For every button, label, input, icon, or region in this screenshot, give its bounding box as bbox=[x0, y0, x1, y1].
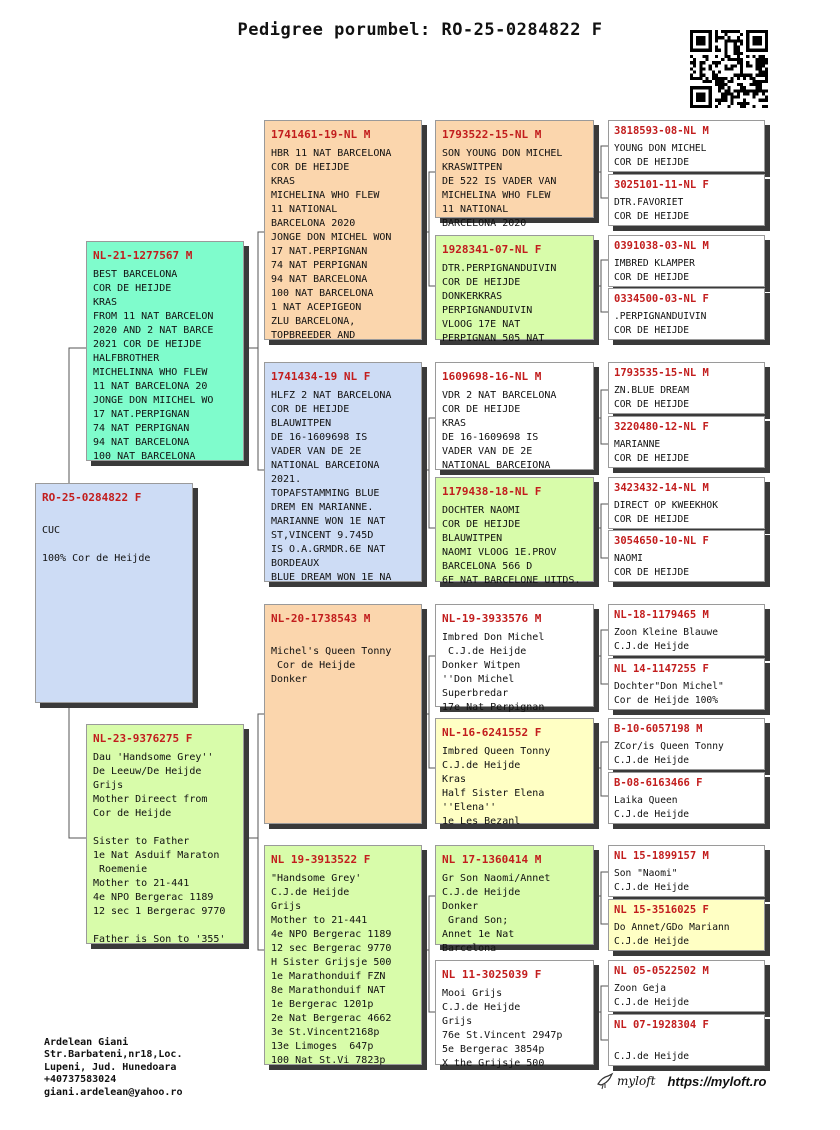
card-notes bbox=[614, 384, 759, 411]
ring-number: 0334500-03-NL F bbox=[614, 293, 709, 305]
ancestor-card[interactable] bbox=[608, 604, 765, 656]
card-line: BARCELONA 2020 bbox=[442, 218, 527, 229]
card-notes bbox=[271, 631, 415, 687]
card-line bbox=[42, 538, 186, 552]
card-line: 100 Nat St.Vi 7823p bbox=[271, 1055, 386, 1066]
card-line: Donker Witpen bbox=[442, 660, 521, 671]
ring-number: 1928341-07-NL F bbox=[442, 243, 542, 256]
ring-number: 1793522-15-NL M bbox=[442, 128, 542, 141]
card-line: BEST BARCELONA bbox=[93, 269, 178, 280]
card-line: TOPBREEDER AND bbox=[271, 330, 356, 341]
card-notes bbox=[614, 626, 759, 653]
card-line: DONKERKRAS bbox=[442, 291, 503, 302]
card-notes bbox=[271, 389, 415, 585]
card-line: Mother Direect from bbox=[93, 794, 208, 805]
card-line: DE 16-1609698 IS bbox=[442, 432, 539, 443]
card-line: DIRECT OP KWEEKHOK bbox=[614, 500, 718, 511]
ring-number: 3054650-10-NL F bbox=[614, 535, 709, 547]
card-line: 5e Bergerac 3854p bbox=[442, 1044, 545, 1055]
card-line: COR DE HEIJDE bbox=[442, 404, 521, 415]
card-line: C.J.de Heijde bbox=[614, 1050, 690, 1062]
card-line: 11 NATIONAL bbox=[271, 204, 338, 215]
card-line: Cor de Heijde bbox=[93, 808, 172, 819]
card-line: JONGE DON MICHEL WON bbox=[271, 232, 392, 243]
great-grandparent-card[interactable] bbox=[435, 362, 594, 470]
card-line: H Sister Grijsje 500 bbox=[271, 957, 392, 968]
card-line: 13e Limoges 647p bbox=[271, 1041, 374, 1052]
card-line: 17 NAT.PERPIGNAN bbox=[93, 409, 190, 420]
card-line: COR DE HEIJDE bbox=[271, 404, 350, 415]
grandparent-card[interactable] bbox=[264, 120, 422, 340]
card-line: SON YOUNG DON MICHEL bbox=[442, 148, 563, 159]
card-notes bbox=[614, 794, 759, 821]
card-line bbox=[42, 510, 186, 524]
card-line: De Leeuw/De Heijde bbox=[93, 766, 202, 777]
card-line: C.J.de Heijde bbox=[614, 935, 690, 947]
owner-phone: +40737583024 bbox=[44, 1074, 117, 1086]
card-line: TOPAFSTAMMING BLUE bbox=[271, 488, 380, 499]
ancestor-card[interactable] bbox=[608, 960, 765, 1012]
card-line: MARIANNE bbox=[614, 439, 661, 450]
ring-number: NL 11-3025039 F bbox=[442, 968, 542, 981]
card-line: COR DE HEIJDE bbox=[614, 271, 690, 283]
card-line: 4e NPO Bergerac 1189 bbox=[93, 892, 214, 903]
ring-number: NL-21-1277567 M bbox=[93, 249, 193, 262]
card-line: .PERPIGNANDUIVIN bbox=[614, 311, 707, 322]
great-grandparent-card[interactable] bbox=[435, 604, 594, 713]
owner-address: Lupeni, Jud. Hunedoara bbox=[44, 1061, 177, 1073]
ring-number: 1793535-15-NL M bbox=[614, 367, 709, 379]
ring-number: NL 19-3913522 F bbox=[271, 853, 371, 866]
ring-number: NL 07-1928304 F bbox=[614, 1019, 709, 1031]
card-line: BARCELONA 2020 bbox=[271, 218, 356, 229]
card-line: 11 NATIONAL bbox=[442, 204, 509, 215]
card-line: Do Annet/GDo Mariann bbox=[614, 922, 730, 933]
card-line: ''Elena'' bbox=[442, 802, 497, 813]
card-line: COR DE HEIJDE bbox=[614, 513, 690, 525]
great-grandparent-card[interactable] bbox=[435, 120, 594, 229]
ancestor-card[interactable] bbox=[608, 362, 765, 414]
card-line: NAOMI bbox=[614, 553, 643, 564]
card-line: 3e St.Vincent2168p bbox=[271, 1027, 380, 1038]
ring-number: NL 15-1899157 M bbox=[614, 850, 709, 862]
card-line: NAOMI VLOOG 1E.PROV bbox=[442, 547, 557, 558]
dam-card[interactable] bbox=[86, 724, 244, 944]
card-line: Son "Naomi" bbox=[614, 868, 678, 879]
ring-number: NL 15-3516025 F bbox=[614, 904, 709, 916]
card-line: C.J.de Heijde bbox=[442, 887, 521, 898]
ring-number: NL 14-1147255 F bbox=[614, 663, 709, 675]
card-line: C.J.de Heijde bbox=[442, 646, 527, 657]
card-notes bbox=[614, 196, 759, 223]
card-notes bbox=[614, 982, 759, 1009]
card-line: Grijs bbox=[271, 901, 302, 912]
card-line: 94 NAT BARCELONA bbox=[93, 437, 190, 448]
ring-number: 0391038-03-NL M bbox=[614, 240, 709, 252]
ancestor-card[interactable] bbox=[608, 288, 765, 340]
website-link[interactable]: https://myloft.ro bbox=[667, 1073, 767, 1089]
card-line: Mooi Grijs bbox=[442, 988, 503, 999]
card-line: 12 sec Bergerac 9770 bbox=[271, 943, 392, 954]
card-notes bbox=[442, 262, 587, 346]
ring-number: 1741461-19-NL M bbox=[271, 128, 371, 141]
card-line: PERPIGNAN 505 NAT bbox=[442, 333, 545, 344]
card-line: Father is Son to '355' bbox=[93, 934, 226, 945]
card-line: Zoon Kleine Blauwe bbox=[614, 627, 718, 638]
card-line: Imbred Queen Tonny bbox=[442, 746, 551, 757]
card-line: COR DE HEIJDE bbox=[93, 283, 172, 294]
page-title: Pedigree porumbel: RO-25-0284822 F bbox=[237, 20, 603, 40]
ring-number: NL-23-9376275 F bbox=[93, 732, 193, 745]
ring-number: 1741434-19 NL F bbox=[271, 370, 371, 383]
ancestor-card[interactable] bbox=[608, 174, 765, 226]
card-line: ''Don Michel bbox=[442, 674, 515, 685]
card-line: COR DE HEIJDE bbox=[614, 452, 690, 464]
ring-number: 1609698-16-NL M bbox=[442, 370, 542, 383]
card-notes bbox=[442, 987, 587, 1071]
card-line: VDR 2 NAT BARCELONA bbox=[442, 390, 557, 401]
brand-name: myloft bbox=[617, 1074, 656, 1088]
pigeon-icon bbox=[596, 1072, 614, 1090]
ancestor-card[interactable] bbox=[608, 530, 765, 582]
card-notes bbox=[614, 499, 759, 526]
card-line: Dochter"Don Michel" bbox=[614, 681, 724, 692]
card-line: IMBRED KLAMPER bbox=[614, 258, 695, 269]
card-line: 2020 AND 2 NAT BARCE bbox=[93, 325, 214, 336]
card-line: Gr Son Naomi/Annet bbox=[442, 873, 551, 884]
ancestor-card[interactable] bbox=[608, 477, 765, 529]
card-notes bbox=[442, 631, 587, 715]
card-line: VLOOG 17E NAT bbox=[442, 319, 521, 330]
card-line: DREM EN MARIANNE. bbox=[271, 502, 374, 513]
card-notes bbox=[614, 1036, 759, 1063]
card-line: DTR.FAVORIET bbox=[614, 197, 684, 208]
card-line: NATIONAL BARCEIONA bbox=[442, 460, 551, 471]
card-line: MICHELINNA WHO FLEW bbox=[93, 367, 208, 378]
card-line: 1e Marathonduif FZN bbox=[271, 971, 386, 982]
card-line: ZN.BLUE DREAM bbox=[614, 385, 690, 396]
card-line: BORDEAUX bbox=[271, 558, 320, 569]
card-line: Annet 1e Nat bbox=[442, 929, 515, 940]
card-line bbox=[271, 631, 415, 645]
card-line: CUC bbox=[42, 525, 61, 536]
card-line: Cor de Heijde 100% bbox=[614, 694, 718, 706]
card-notes bbox=[442, 389, 587, 473]
card-line: C.J.de Heijde bbox=[614, 881, 690, 893]
card-line: 17e Nat Perpignan bbox=[442, 702, 545, 713]
card-line: ST,VINCENT 9.745D bbox=[271, 530, 374, 541]
card-line: Grijs bbox=[442, 1016, 473, 1027]
card-notes bbox=[614, 680, 759, 707]
card-notes bbox=[614, 552, 759, 579]
card-line: MARIANNE WON 1E NAT bbox=[271, 516, 386, 527]
ring-number: NL-19-3933576 M bbox=[442, 612, 542, 625]
card-line: Mother to 21-441 bbox=[93, 878, 190, 889]
ancestor-card[interactable] bbox=[608, 772, 765, 824]
card-line: Imbred Don Michel bbox=[442, 632, 545, 643]
ring-number: NL 05-0522502 M bbox=[614, 965, 709, 977]
myloft-logo bbox=[596, 1072, 655, 1090]
card-notes bbox=[614, 921, 759, 948]
card-line: COR DE HEIJDE bbox=[442, 519, 521, 530]
card-line bbox=[614, 1036, 759, 1050]
card-line: 100% Cor de Heijde bbox=[42, 553, 151, 564]
card-line: FROM 11 NAT BARCELON bbox=[93, 311, 214, 322]
card-line: VADER VAN DE 2E bbox=[271, 446, 362, 457]
ring-number: 3423432-14-NL M bbox=[614, 482, 709, 494]
owner-contact bbox=[44, 1037, 182, 1099]
card-notes bbox=[614, 310, 759, 337]
great-grandparent-card[interactable] bbox=[435, 960, 594, 1069]
card-line: Donker bbox=[271, 674, 308, 685]
card-notes bbox=[614, 142, 759, 169]
card-line: 94 NAT BARCELONA bbox=[271, 274, 368, 285]
card-notes bbox=[442, 147, 587, 231]
card-line: "Handsome Grey' bbox=[271, 873, 362, 884]
ring-number: NL-18-1179465 M bbox=[614, 609, 709, 621]
subject-card[interactable] bbox=[35, 483, 193, 703]
card-line: 12 sec 1 Bergerac 9770 bbox=[93, 906, 226, 917]
owner-address: Str.Barbateni,nr18,Loc. bbox=[44, 1049, 183, 1061]
card-line: PERPIGNANDUIVIN bbox=[442, 305, 533, 316]
card-line: 2e Nat Bergerac 4662 bbox=[271, 1013, 392, 1024]
card-notes bbox=[442, 872, 587, 956]
card-line: Sister to Father bbox=[93, 836, 190, 847]
card-line: Cor de Heijde bbox=[271, 660, 356, 671]
card-line: 6E NAT BARCELONE UITDS. bbox=[442, 575, 581, 586]
card-line: Grijs bbox=[93, 780, 124, 791]
card-line: HALFBROTHER bbox=[93, 353, 160, 364]
qr-code bbox=[690, 30, 768, 108]
card-line: 1e Bergerac 1201p bbox=[271, 999, 374, 1010]
card-line: Michel's Queen Tonny bbox=[271, 646, 392, 657]
card-line: C.J.de Heijde bbox=[614, 640, 690, 652]
ancestor-card[interactable] bbox=[608, 235, 765, 287]
card-line: MICHELINA WHO FLEW bbox=[442, 190, 551, 201]
card-line: KRASWITPEN bbox=[442, 162, 503, 173]
card-line: 74 NAT PERPIGNAN bbox=[271, 260, 368, 271]
card-line: Zoon Geja bbox=[614, 983, 666, 994]
ring-number: B-08-6163466 F bbox=[614, 777, 703, 789]
card-line: Grand Son; bbox=[442, 915, 509, 926]
card-line: YOUNG DON MICHEL bbox=[614, 143, 707, 154]
card-line: BLUE DREAM WON 1E NA bbox=[271, 572, 392, 583]
card-line: C.J.de Heijde bbox=[614, 996, 690, 1008]
card-line: Donker bbox=[442, 901, 479, 912]
sire-card[interactable] bbox=[86, 241, 244, 461]
card-line: 1 NAT ACEPIGEON bbox=[271, 302, 362, 313]
card-line: VADER VAN DE 2E bbox=[442, 446, 533, 457]
card-line: 100 NAT BARCELONA bbox=[93, 451, 196, 462]
card-line: HBR 11 NAT BARCELONA bbox=[271, 148, 392, 159]
grandparent-card[interactable] bbox=[264, 362, 422, 582]
card-line: COR DE HEIJDE bbox=[614, 210, 690, 222]
card-line: Half Sister Elena bbox=[442, 788, 545, 799]
card-line: 11 NAT BARCELONA 20 bbox=[93, 381, 208, 392]
ring-number: NL 17-1360414 M bbox=[442, 853, 542, 866]
card-line: Kras bbox=[442, 774, 467, 785]
card-line: BLAUWITPEN bbox=[271, 418, 332, 429]
card-line: Superbredar bbox=[442, 688, 509, 699]
ring-number: 3818593-08-NL M bbox=[614, 125, 709, 137]
ring-number: 3220480-12-NL F bbox=[614, 421, 709, 433]
card-line: DE 16-1609698 IS bbox=[271, 432, 368, 443]
card-line: C.J.de Heijde bbox=[442, 1002, 521, 1013]
card-line: DTR.PERPIGNANDUIVIN bbox=[442, 263, 557, 274]
grandparent-card[interactable] bbox=[264, 604, 422, 824]
card-line: Barcelona bbox=[442, 943, 497, 954]
ring-number: B-10-6057198 M bbox=[614, 723, 703, 735]
card-line: 1e Nat Asduif Maraton bbox=[93, 850, 220, 861]
card-line: 8e Marathonduif NAT bbox=[271, 985, 386, 996]
great-grandparent-card[interactable] bbox=[435, 235, 594, 344]
card-notes bbox=[614, 438, 759, 465]
card-line: KRAS bbox=[442, 418, 467, 429]
card-line: C.J.de Heijde bbox=[442, 760, 521, 771]
card-line: DE 522 IS VADER VAN bbox=[442, 176, 557, 187]
grandparent-card[interactable] bbox=[264, 845, 422, 1065]
card-line: C.J.de Heijde bbox=[271, 887, 350, 898]
ancestor-card[interactable] bbox=[608, 658, 765, 710]
card-line: 2021 COR DE HEIJDE bbox=[93, 339, 202, 350]
brand-block bbox=[596, 1072, 766, 1090]
ancestor-card[interactable] bbox=[608, 1014, 765, 1066]
card-notes bbox=[614, 867, 759, 894]
card-notes bbox=[93, 751, 237, 947]
card-line: 100 NAT BARCELONA bbox=[271, 288, 374, 299]
card-line: 2021. bbox=[271, 474, 302, 485]
card-line: ZCor/is Queen Tonny bbox=[614, 741, 724, 752]
great-grandparent-card[interactable] bbox=[435, 477, 594, 586]
ancestor-card[interactable] bbox=[608, 416, 765, 468]
ring-number: NL-16-6241552 F bbox=[442, 726, 542, 739]
card-notes bbox=[271, 147, 415, 343]
card-line: 17 NAT.PERPIGNAN bbox=[271, 246, 368, 257]
ancestor-card[interactable] bbox=[608, 899, 765, 951]
ancestor-card[interactable] bbox=[608, 120, 765, 172]
card-line: MICHELINA WHO FLEW bbox=[271, 190, 380, 201]
card-line: COR DE HEIJDE bbox=[614, 398, 690, 410]
great-grandparent-card[interactable] bbox=[435, 845, 594, 954]
card-notes bbox=[271, 872, 415, 1068]
card-line: HLFZ 2 NAT BARCELONA bbox=[271, 390, 392, 401]
card-line: COR DE HEIJDE bbox=[614, 156, 690, 168]
card-line: Roemenie bbox=[93, 864, 148, 875]
ring-number: RO-25-0284822 F bbox=[42, 491, 142, 504]
card-line: KRAS bbox=[93, 297, 118, 308]
card-line: IS O.A.GRMDR.6E NAT bbox=[271, 544, 386, 555]
card-line bbox=[93, 919, 237, 933]
card-line: Dau 'Handsome Grey'' bbox=[93, 752, 214, 763]
card-notes bbox=[42, 510, 186, 566]
card-line: 1e Les Bezanl bbox=[442, 816, 521, 827]
card-line: 76e St.Vincent 2947p bbox=[442, 1030, 563, 1041]
card-line: BLAUWITPEN bbox=[442, 533, 503, 544]
card-notes bbox=[614, 740, 759, 767]
card-line: C.J.de Heijde bbox=[614, 808, 690, 820]
ring-number: NL-20-1738543 M bbox=[271, 612, 371, 625]
owner-email[interactable]: giani.ardelean@yahoo.ro bbox=[44, 1086, 183, 1098]
great-grandparent-card[interactable] bbox=[435, 718, 594, 827]
ring-number: 1179438-18-NL F bbox=[442, 485, 542, 498]
card-line: Mother to 21-441 bbox=[271, 915, 368, 926]
card-line: X the Grijsje 500 bbox=[442, 1058, 545, 1069]
ring-number: 3025101-11-NL F bbox=[614, 179, 709, 191]
card-line: BARCELONA 566 D bbox=[442, 561, 533, 572]
owner-name: Ardelean Giani bbox=[44, 1037, 129, 1048]
card-line bbox=[93, 821, 237, 835]
card-line: C.J.de Heijde bbox=[614, 754, 690, 766]
card-line: COR DE HEIJDE bbox=[442, 277, 521, 288]
card-line: 74 NAT PERPIGNAN bbox=[93, 423, 190, 434]
card-line: Laika Queen bbox=[614, 795, 678, 806]
card-line: 4e NPO Bergerac 1189 bbox=[271, 929, 392, 940]
card-notes bbox=[442, 745, 587, 829]
card-line: COR DE HEIJDE bbox=[271, 162, 350, 173]
card-line: JONGE DON MIICHEL WO bbox=[93, 395, 214, 406]
card-line: NATIONAL BARCEIONA bbox=[271, 460, 380, 471]
ancestor-card[interactable] bbox=[608, 718, 765, 770]
card-line: COR DE HEIJDE bbox=[614, 324, 690, 336]
card-notes bbox=[442, 504, 587, 588]
card-line: ZLU BARCELONA, bbox=[271, 316, 356, 327]
card-line: KRAS bbox=[271, 176, 296, 187]
ancestor-card[interactable] bbox=[608, 845, 765, 897]
card-line: COR DE HEIJDE bbox=[614, 566, 690, 578]
card-notes bbox=[93, 268, 237, 464]
card-line: DOCHTER NAOMI bbox=[442, 505, 521, 516]
card-notes bbox=[614, 257, 759, 284]
